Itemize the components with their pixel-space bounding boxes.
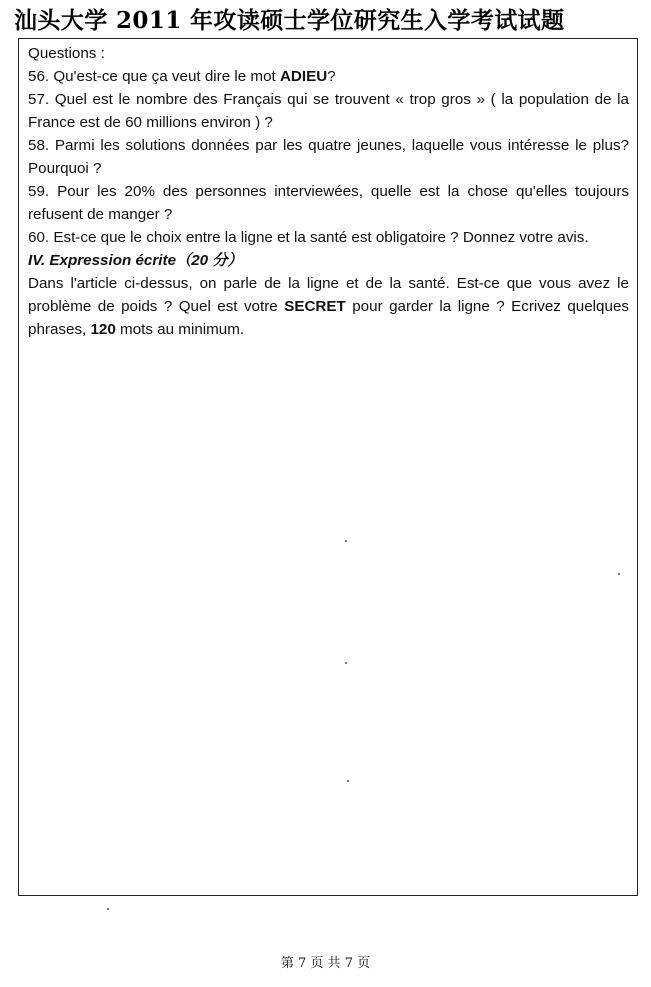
scan-speck [347,780,349,782]
question-text: Quel est le nombre des Français qui se trouvent « trop gros » ( la population de la France est de 60 millions environ ) ? [28,91,629,131]
question-number: 57. [28,91,50,108]
question-text: Pour les 20% des personnes interviewées, quelle est la chose qu'elles toujours refusent de manger ? [28,183,629,223]
writing-prompt [28,272,629,341]
question-text: Parmi les solutions données par les quatre jeunes, laquelle vous intéresse le plus? Pourquoi ? [28,137,629,177]
question-number: 56. [28,68,50,85]
questions-label: Questions : [28,45,105,62]
question-text: Est-ce que le choix entre la ligne et la santé est obligatoire ? Donnez votre avis. [53,229,589,246]
page-number: 第 7 页 共 7 页 [280,956,371,971]
prompt-text: mots au minimum. [115,321,245,338]
scan-speck [345,540,347,542]
exam-content [28,42,629,341]
question-59 [28,180,629,226]
question-number: 60. [28,229,50,246]
question-57 [28,88,629,134]
question-60 [28,226,629,249]
prompt-text: Dans l'article ci-dessus, on parle de la ligne et de la santé. Est-ce que vous avez le problème de poids ? Quel est votre [28,275,629,315]
scan-speck [618,573,620,575]
scan-speck [345,662,347,664]
word-count: 120 [90,321,116,338]
question-keyword: ADIEU [279,68,328,85]
section-heading: IV. Expression écrite（20 分） [28,252,243,269]
question-number: 59. [28,183,50,200]
exam-title: 汕头大学 2011 年攻读硕士学位研究生入学考试试题 [14,7,565,34]
prompt-text: pour garder la ligne ? Ecrivez quelques phrases, [28,298,629,338]
scan-speck [107,908,109,910]
question-text: Qu'est-ce que ça veut dire le mot [53,68,280,85]
question-number: 58. [28,137,50,154]
question-58 [28,134,629,180]
prompt-keyword: SECRET [284,298,346,315]
question-56 [28,65,629,88]
question-punctuation: ? [327,68,336,85]
